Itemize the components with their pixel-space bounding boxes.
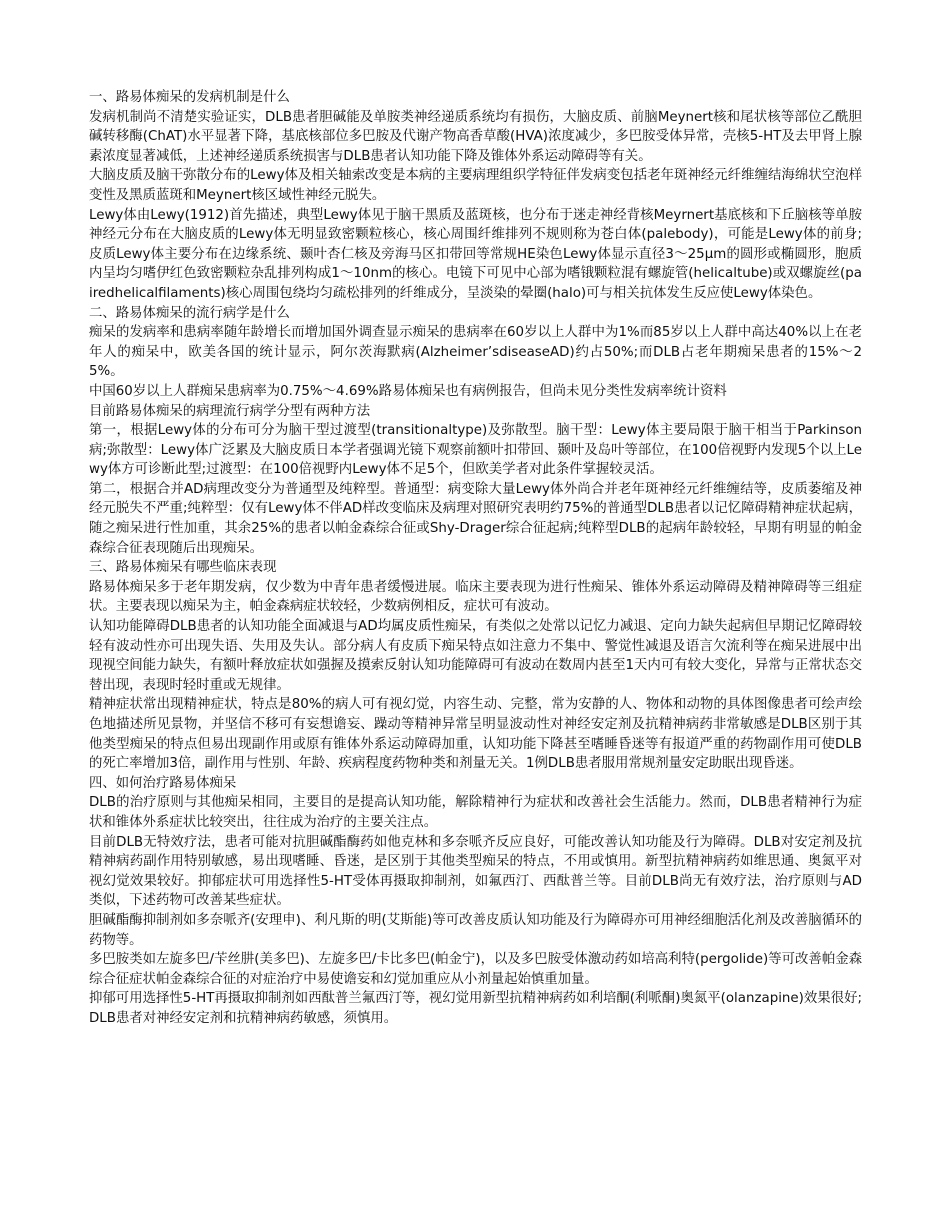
section-heading-2: 二、路易体痴呆的流行病学是什么	[89, 305, 290, 321]
paragraph-classification-second: 第二，根据合并AD病理改变分为普通型及纯粹型。普通型：病变除大量Lewy体外尚合并老年斑神经元纤维缠结等，皮质萎缩及神经元脱失不严重;纯粹型：仅有Lewy体不伴AD样改变临床及病理对照研究表明约75%的普通型DLB患者以记忆障碍精神症状起病，随之痴呆进行性加重，其余25%的患者以帕金森综合征或Shy-Drager综合征起病;纯粹型DLB的起病年龄较轻，早期有明显的帕金森综合征表现随后出现痴呆。	[89, 481, 862, 556]
paragraph-psychiatric: 精神症状常出现精神症状，特点是80%的病人可有视幻觉，内容生动、完整，常为安静的人、物体和动物的具体图像患者可绘声绘色地描述所见景物，并坚信不移可有妄想谵妄、躁动等精神异常呈明显波动性对神经安定剂及抗精神病药非常敏感是DLB区别于其他类型痴呆的特点但易出现副作用或原有锥体外系运动障碍加重，认知功能下降甚至嗜睡昏迷等有报道严重的药物副作用可使DLB的死亡率增加3倍，副作用与性别、年龄、疾病程度药物种类和剂量无关。1例DLB患者服用常规剂量安定助眠出现昏迷。	[89, 697, 862, 772]
paragraph-dopamine: 多巴胺类如左旋多巴/苄丝肼(美多巴)、左旋多巴/卡比多巴(帕金宁)，以及多巴胺受体激动药如培高利特(pergolide)等可改善帕金森综合征症状帕金森综合征的对症治疗中易使谵妄和幻觉加重应从小剂量起始慎重加量。	[89, 952, 862, 987]
paragraph-epidemiology: 痴呆的发病率和患病率随年龄增长而增加国外调查显示痴呆的患病率在60岁以上人群中为1%而85岁以上人群中高达40%以上在老年人的痴呆中，欧美各国的统计显示，阿尔茨海默病(Alzheimer’sdiseaseAD)约占50%;而DLB占老年期痴呆患者的15%～25%。	[89, 325, 862, 380]
paragraph-cognitive: 认知功能障碍DLB患者的认知功能全面减退与AD均属皮质性痴呆，有类似之处常以记忆力减退、定向力缺失起病但早期记忆障碍较轻有波动性亦可出现失语、失用及失认。部分病人有皮质下痴呆特点如注意力不集中、警觉性减退及语言欠流利等在痴呆进展中出现视空间能力缺失，有额叶释放症状如强握及摸索反射认知功能障碍可有波动在数周内甚至1天内可有较大变化，异常与正常状态交替出现，表现时轻时重或无规律。	[89, 619, 862, 693]
paragraph-treatment-current: 目前DLB无特效疗法，患者可能对抗胆碱酯酶药如他克林和多奈哌齐反应良好，可能改善认知功能及行为障碍。DLB对安定剂及抗精神病药副作用特别敏感，易出现嗜睡、昏迷，是区别于其他类型痴呆的特点，不用或慎用。新型抗精神病药如维思通、奥氮平对视幻觉效果较好。抑郁症状可用选择性5-HT受体再摄取抑制剂，如氟西汀、西酞普兰等。目前DLB尚无有效疗法，治疗原则与AD类似，下述药物可改善某些症状。	[89, 834, 862, 909]
paragraph-lewy-body: Lewy体由Lewy(1912)首先描述，典型Lewy体见于脑干黑质及蓝斑核，也分布于迷走神经背核Meyrnert基底核和下丘脑核等单胺神经元分布在大脑皮质的Lewy体无明显致密颗粒核心，核心周围纤维排列不规则称为苍白体(palebody)，可能是Lewy体的前身;皮质Lewy体主要分布在边缘系统、颞叶杏仁核及旁海马区扣带回等常规HE染色Lewy体显示直径3～25μm的圆形或椭圆形，胞质内呈均匀嗜伊红色致密颗粒杂乱排列构成1～10nm的核心。电镜下可见中心部为嗜锇颗粒混有螺旋管(helicaltube)或双螺旋丝(pairedhelicalfilaments)核心周围包绕均匀疏松排列的纤维成分，呈淡染的晕圈(halo)可与相关抗体发生反应使Lewy体染色。	[89, 207, 862, 301]
section-heading-1: 一、路易体痴呆的发病机制是什么	[89, 90, 290, 105]
section-heading-3: 三、路易体痴呆有哪些临床表现	[89, 560, 277, 576]
paragraph-pathology: 大脑皮质及脑干弥散分布的Lewy体及相关轴索改变是本病的主要病理组织学特征伴发病变包括老年斑神经元纤维缠结海绵状空泡样变性及黑质蓝斑和Meynert核区域性神经元脱失。	[89, 168, 862, 203]
paragraph-classification-first: 第一，根据Lewy体的分布可分为脑干型过渡型(transitionaltype)及弥散型。脑干型：Lewy体主要局限于脑干相当于Parkinson病;弥散型：Lewy体广泛累及大脑皮质日本学者强调光镜下观察前额叶扣带回、颞叶及岛叶等部位，在100倍视野内发现5个以上Lewy体方可诊断此型;过渡型：在100倍视野内Lewy体不足5个，但欧美学者对此条件掌握较灵活。	[89, 423, 862, 478]
paragraph-clinical-overview: 路易体痴呆多于老年期发病，仅少数为中青年患者缓慢进展。临床主要表现为进行性痴呆、锥体外系运动障碍及精神障碍等三组症状。主要表现以痴呆为主，帕金森病症状较轻，少数病例相反，症状可有波动。	[89, 579, 862, 615]
paragraph-cholinesterase: 胆碱酯酶抑制剂如多奈哌齐(安理申)、利凡斯的明(艾斯能)等可改善皮质认知功能及行为障碍亦可用神经细胞活化剂及改善脑循环的药物等。	[89, 912, 862, 948]
paragraph-pathogenesis: 发病机制尚不清楚实验证实，DLB患者胆碱能及单胺类神经递质系统均有损伤，大脑皮质、前脑Meynert核和尾状核等部位乙酰胆碱转移酶(ChAT)水平显著下降，基底核部位多巴胺及代谢产物高香草酸(HVA)浓度减少，多巴胺受体异常，壳核5-HT及去甲肾上腺素浓度显著减低，上述神经递质系统损害与DLB患者认知功能下降及锥体外系运动障碍等有关。	[89, 109, 862, 164]
section-heading-4: 四、如何治疗路易体痴呆	[89, 775, 237, 791]
paragraph-treatment-principle: DLB的治疗原则与其他痴呆相同，主要目的是提高认知功能，解除精神行为症状和改善社会生活能力。然而，DLB患者精神行为症状和锥体外系症状比较突出，往往成为治疗的主要关注点。	[89, 795, 862, 830]
paragraph-classification-intro: 目前路易体痴呆的病理流行病学分型有两种方法	[89, 403, 371, 419]
paragraph-china-prevalence: 中国60岁以上人群痴呆患病率为0.75%～4.69%路易体痴呆也有病例报告，但尚未见分类性发病率统计资料	[89, 383, 727, 399]
paragraph-depression: 抑郁可用选择性5-HT再摄取抑制剂如西酞普兰氟西汀等，视幻觉用新型抗精神病药如利培酮(利哌酮)奥氮平(olanzapine)效果很好;DLB患者对神经安定剂和抗精神病药敏感，须慎用。	[89, 991, 862, 1026]
